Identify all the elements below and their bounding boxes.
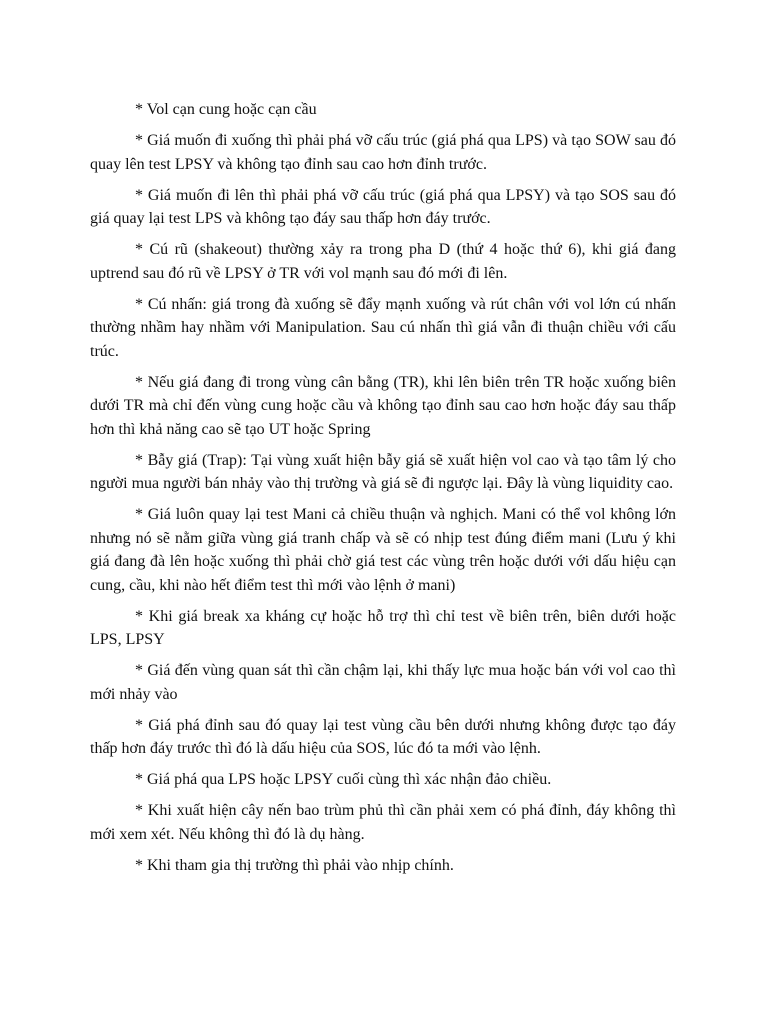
paragraph-observe: * Giá đến vùng quan sát thì cần chậm lại, khi thấy lực mua hoặc bán với vol cao thì mới nhảy vào [90,662,676,703]
paragraph-mani: * Giá luôn quay lại test Mani cả chiều thuận và nghịch. Mani có thể vol không lớn nhưng nó sẽ nằm giữa vùng giá tranh chấp và sẽ có nhịp test đúng điểm mani (Lưu ý khi giá đang đà lên hoặc xuống thì phải chờ giá test các vùng trên hoặc dưới với dấu hiệu cạn cung, cầu, khi nào hết điểm test thì mới vào lệnh ở mani) [90,506,676,594]
document-page [90,98,676,885]
paragraph-main-move: * Khi tham gia thị trường thì phải vào nhịp chính. [135,856,454,874]
paragraph-shakeout: * Cú rũ (shakeout) thường xảy ra trong pha D (thứ 4 hoặc thứ 6), khi giá đang uptrend sau đó rũ về LPSY ở TR với vol mạnh sau đó mới đi lên. [90,241,676,282]
paragraph-engulfing: * Khi xuất hiện cây nến bao trùm phủ thì cần phải xem có phá đỉnh, đáy không thì mới xem xét. Nếu không thì đó là dụ hàng. [90,802,676,843]
paragraph-down-structure: * Giá muốn đi xuống thì phải phá vỡ cấu trúc (giá phá qua LPS) và tạo SOW sau đó quay lên test LPSY và không tạo đỉnh sau cao hơn đỉnh trước. [90,132,676,173]
paragraph-sos: * Giá phá đỉnh sau đó quay lại test vùng cầu bên dưới nhưng không được tạo đáy thấp hơn đáy trước thì đó là dấu hiệu của SOS, lúc đó ta mới vào lệnh. [90,716,676,757]
paragraph-vol: * Vol cạn cung hoặc cạn cầu [135,101,317,118]
paragraph-trap: * Bẫy giá (Trap): Tại vùng xuất hiện bẫy giá sẽ xuất hiện vol cao và tạo tâm lý cho người mua người bán nhảy vào thị trường và giá sẽ đi ngược lại. Đây là vùng liquidity cao. [90,451,676,492]
paragraph-up-structure: * Giá muốn đi lên thì phải phá vỡ cấu trúc (giá phá qua LPSY) và tạo SOS sau đó giá quay lại test LPS và không tạo đáy sau thấp hơn đáy trước. [90,186,676,227]
paragraph-push: * Cú nhấn: giá trong đà xuống sẽ đẩy mạnh xuống và rút chân với vol lớn cú nhấn thường nhầm hay nhầm với Manipulation. Sau cú nhấn thì giá vẫn đi thuận chiều với cấu trúc. [90,295,676,360]
paragraph-reversal: * Giá phá qua LPS hoặc LPSY cuối cùng thì xác nhận đảo chiều. [135,771,552,788]
paragraph-break: * Khi giá break xa kháng cự hoặc hỗ trợ thì chỉ test về biên trên, biên dưới hoặc LPS, LPSY [90,607,676,648]
paragraph-trading-range: * Nếu giá đang đi trong vùng cân bằng (TR), khi lên biên trên TR hoặc xuống biên dưới TR mà chỉ đến vùng cung hoặc cầu và không tạo đỉnh sau cao hơn hoặc đáy sau thấp hơn thì khả năng cao sẽ tạo UT hoặc Spring [90,373,676,438]
